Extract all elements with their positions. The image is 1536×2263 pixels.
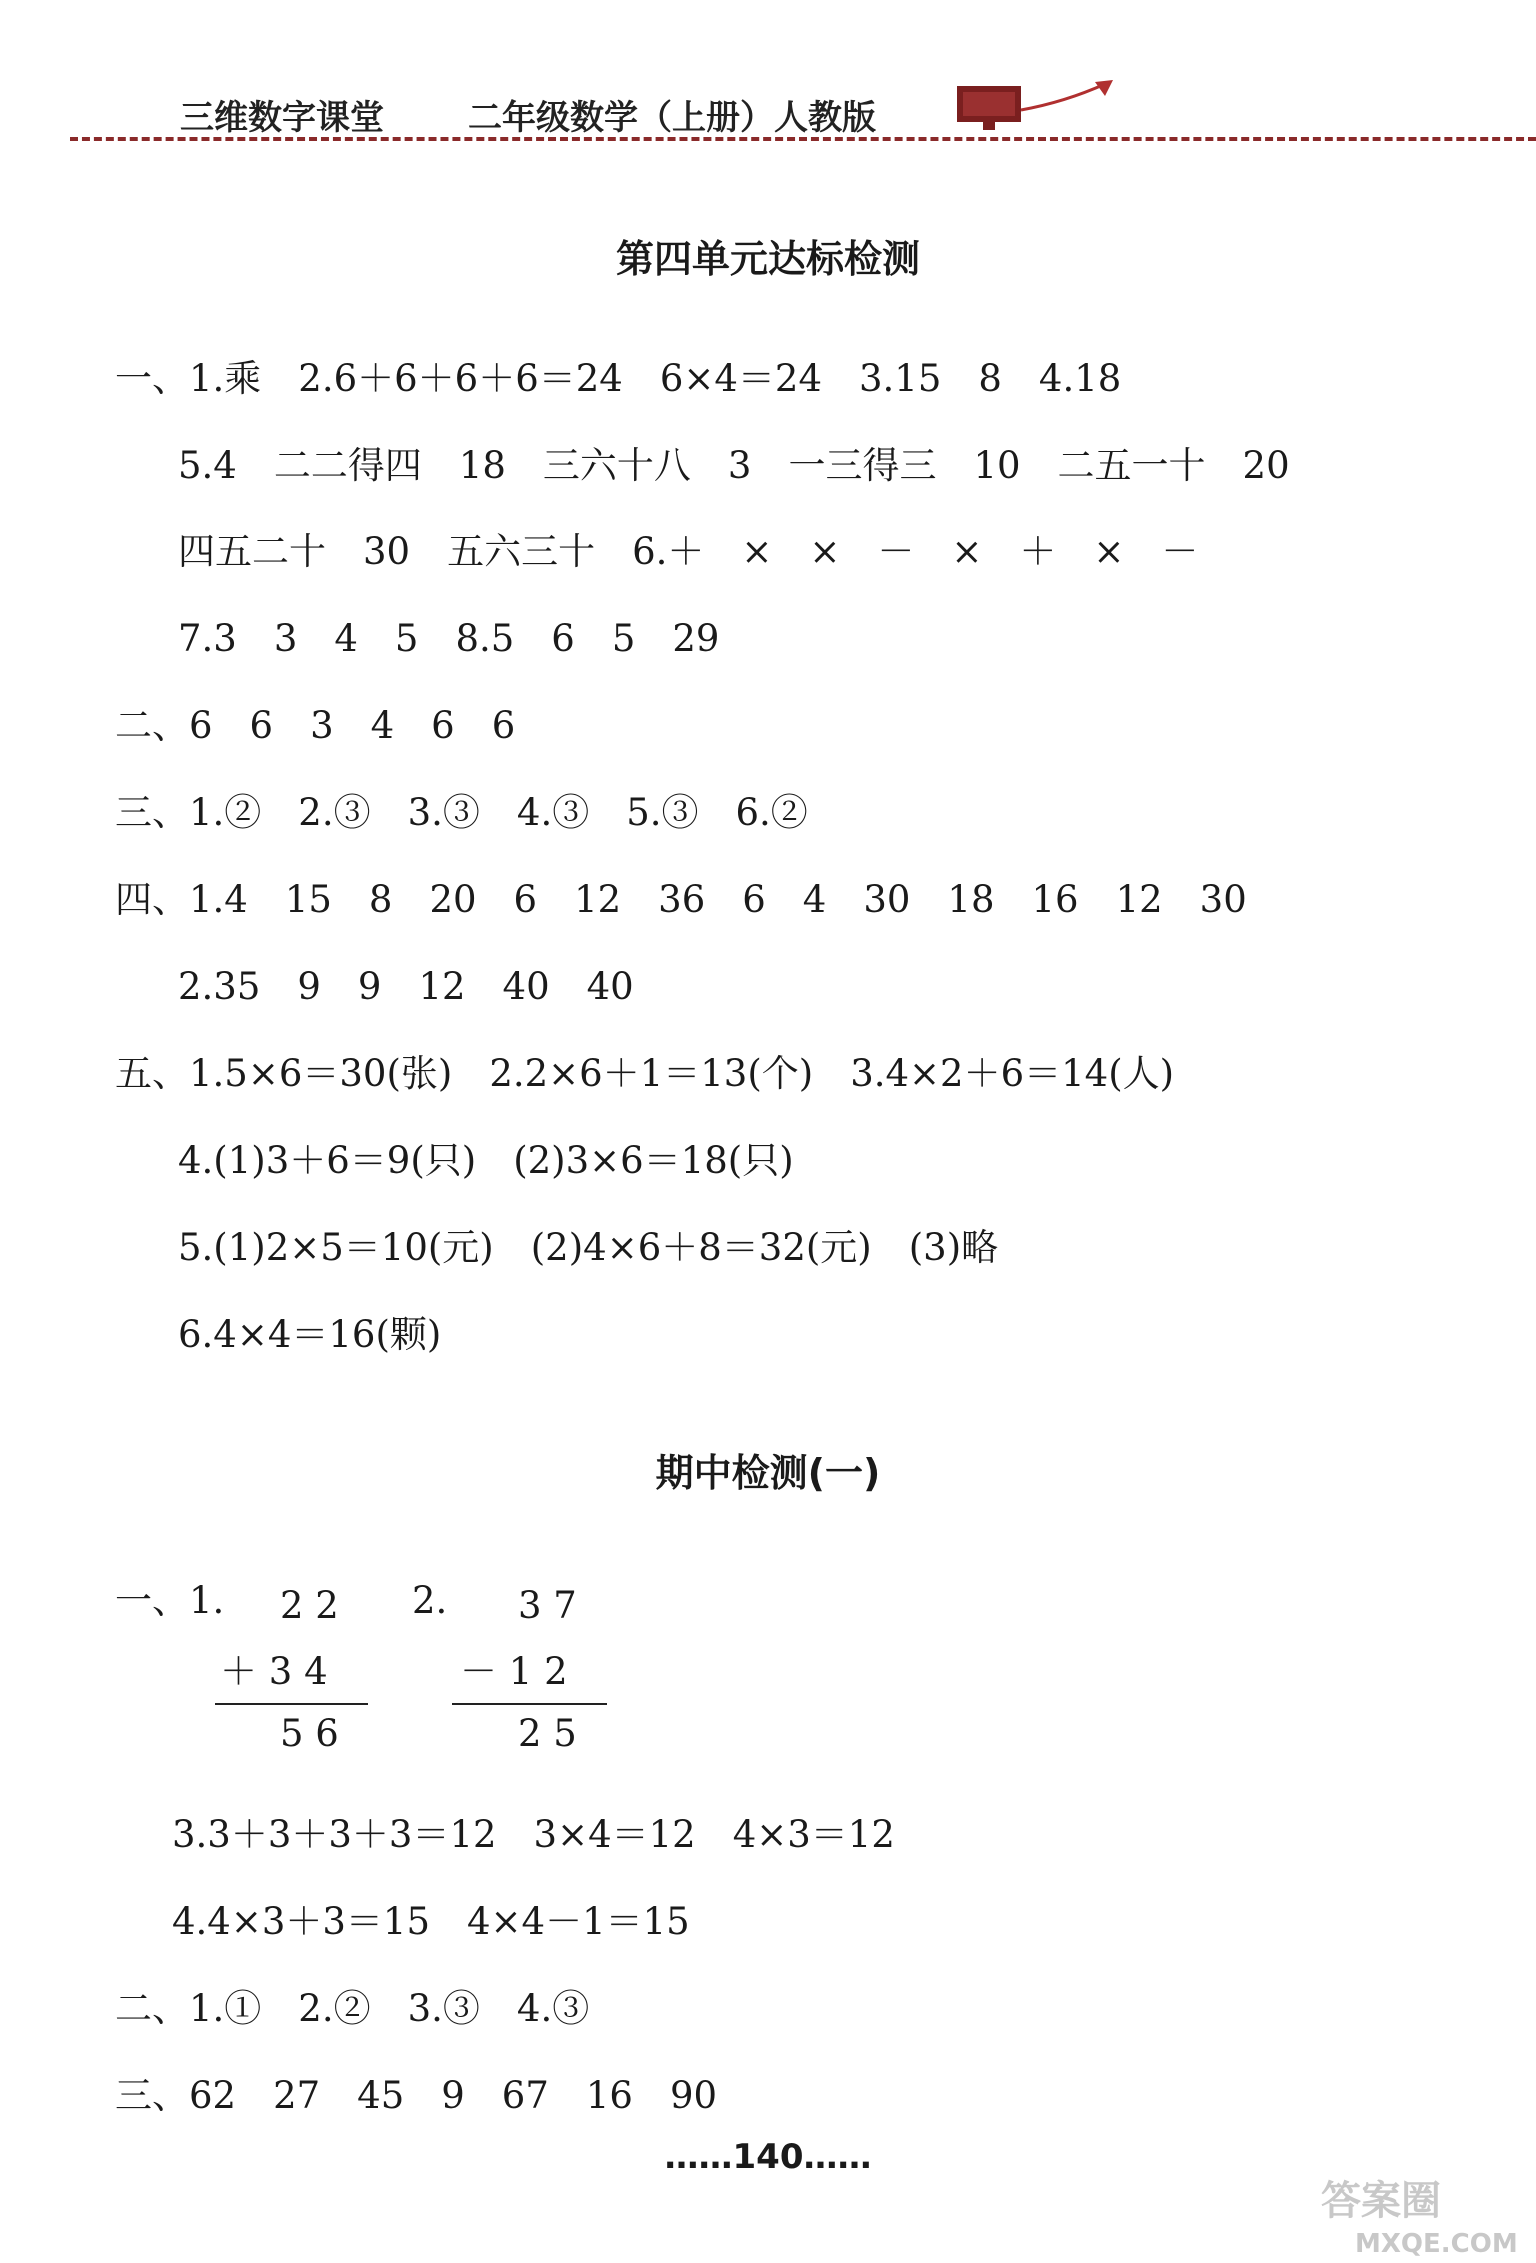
answer-line: 2.35 9 9 12 40 40 xyxy=(178,965,634,1008)
header-book-title: 二年级数学（上册）人教版 xyxy=(468,98,876,138)
answer-line: 四、1.4 15 8 20 6 12 36 6 4 30 18 16 12 30 xyxy=(115,878,1247,921)
answer-line: 四五二十 30 五六三十 6.＋ × × － × ＋ × － xyxy=(178,530,1199,573)
answer-line: 5.4 二二得四 18 三六十八 3 一三得三 10 二五一十 20 xyxy=(178,444,1290,487)
answer-line: 4.4×3＋3＝15 4×4－1＝15 xyxy=(172,1900,690,1943)
vertical-calc-top: 3 7 xyxy=(518,1584,577,1627)
vertical-calc-operand: － 1 2 xyxy=(460,1650,568,1693)
vertical-calc-label: 2. xyxy=(412,1579,448,1622)
watermark-logo xyxy=(1315,2168,1530,2258)
rocket-board-logo xyxy=(955,80,1115,140)
section-title-midterm: 期中检测(一) xyxy=(655,1451,881,1495)
section-title-unit4: 第四单元达标检测 xyxy=(615,237,920,281)
vertical-calc-result: 2 5 xyxy=(518,1712,577,1755)
answer-line: 7.3 3 4 5 8.5 6 5 29 xyxy=(178,617,720,660)
vertical-calc-bar xyxy=(215,1703,368,1705)
vertical-calc-operand: ＋ 3 4 xyxy=(220,1650,328,1693)
answer-line: 5.(1)2×5＝10(元) (2)4×6＋8＝32(元) (3)略 xyxy=(178,1226,999,1269)
answer-line: 二、1.① 2.② 3.③ 4.③ xyxy=(115,1987,590,2030)
answer-line: 3.3＋3＋3＋3＝12 3×4＝12 4×3＝12 xyxy=(172,1813,895,1856)
vertical-calc-top: 2 2 xyxy=(280,1584,339,1627)
answer-line: 4.(1)3＋6＝9(只) (2)3×6＝18(只) xyxy=(178,1139,794,1182)
vertical-calc-result: 5 6 xyxy=(280,1712,339,1755)
header-dashed-rule xyxy=(70,137,1536,141)
page-number: ……140…… xyxy=(664,2137,872,2177)
answer-line: 三、62 27 45 9 67 16 90 xyxy=(115,2074,718,2117)
answer-line: 一、1.乘 2.6＋6＋6＋6＝24 6×4＝24 3.15 8 4.18 xyxy=(115,357,1122,400)
vertical-calc-bar xyxy=(452,1703,607,1705)
answer-line: 6.4×4＝16(颗) xyxy=(178,1313,442,1356)
answer-line: 三、1.② 2.③ 3.③ 4.③ 5.③ 6.② xyxy=(115,791,808,834)
answer-line: 五、1.5×6＝30(张) 2.2×6＋1＝13(个) 3.4×2＋6＝14(人) xyxy=(115,1052,1175,1095)
answer-line: 二、6 6 3 4 6 6 xyxy=(115,704,516,747)
header-book-series: 三维数字课堂 xyxy=(180,98,384,138)
vertical-calc-label: 一、1. xyxy=(115,1579,225,1622)
svg-text:答案圈: 答案圈 xyxy=(1321,2178,1441,2224)
svg-text:MXQE.COM: MXQE.COM xyxy=(1355,2229,1518,2258)
